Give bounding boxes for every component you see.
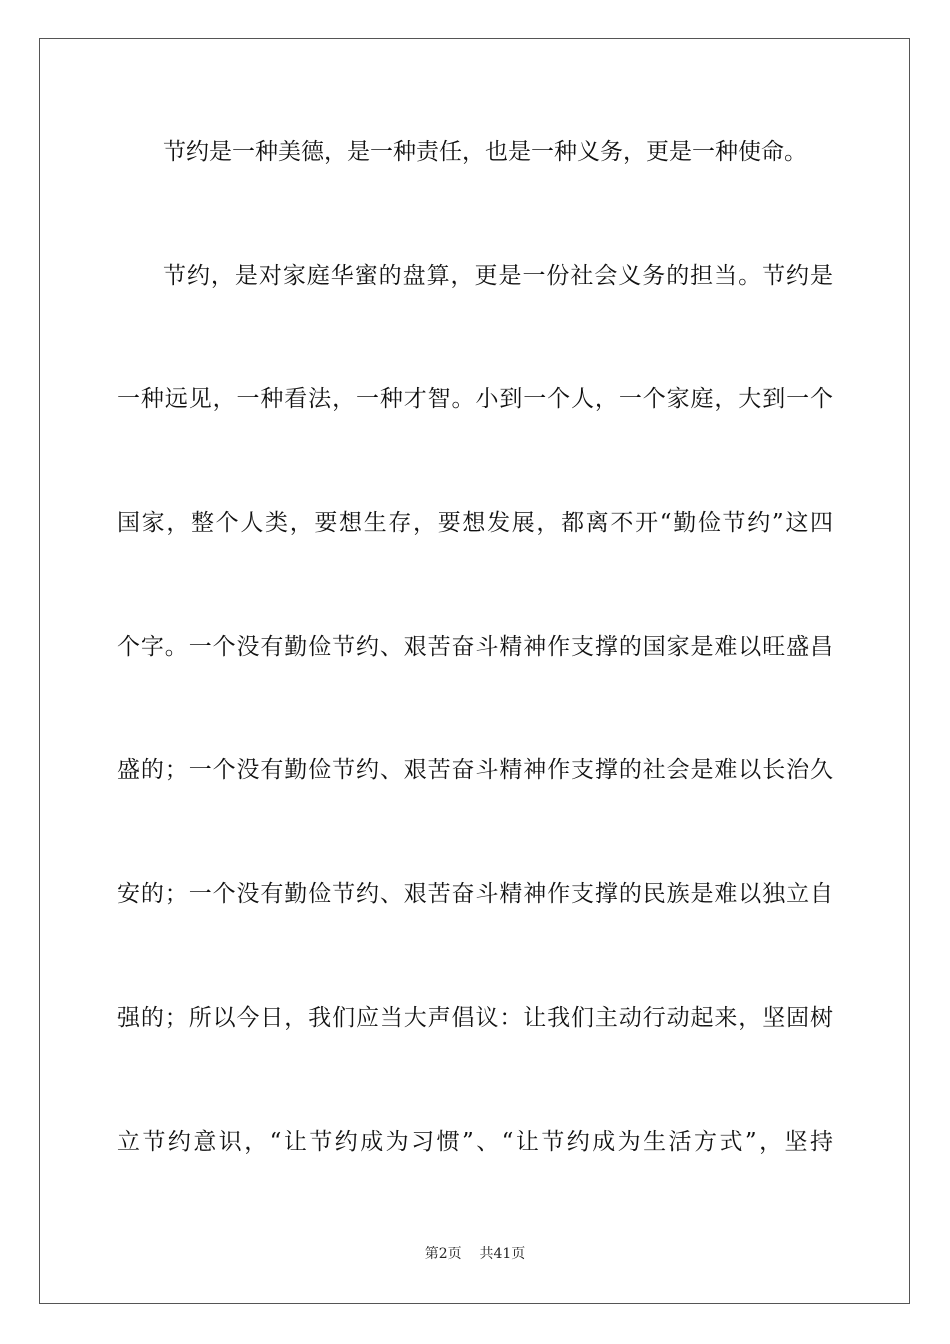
paragraph-1-line-1: 节约是一种美德，是一种责任，也是一种义务，更是一种使命。 <box>163 139 807 165</box>
paragraph-2-line-1: 节约，是对家庭华蜜的盘算，更是一份社会义务的担当。节约是 <box>163 263 833 289</box>
paragraph-2-line-4: 个字。一个没有勤俭节约、艰苦奋斗精神作支撑的国家是难以旺盛昌 <box>117 634 833 660</box>
paragraph-2-line-8: 立节约意识，“让节约成为习惯”、“让节约成为生活方式”，坚持 <box>117 1129 833 1155</box>
paragraph-2-line-3: 国家，整个人类，要想生存，要想发展，都离不开“勤俭节约”这四 <box>117 510 833 536</box>
paragraph-2-line-6: 安的；一个没有勤俭节约、艰苦奋斗精神作支撑的民族是难以独立自 <box>117 881 833 907</box>
paragraph-2-line-7: 强的；所以今日，我们应当大声倡议：让我们主动行动起来，坚固树 <box>117 1005 833 1031</box>
page-border <box>39 38 910 1304</box>
paragraph-2-line-2: 一种远见，一种看法，一种才智。小到一个人，一个家庭，大到一个 <box>117 386 833 412</box>
paragraph-2-line-5: 盛的；一个没有勤俭节约、艰苦奋斗精神作支撑的社会是难以长治久 <box>117 757 833 783</box>
page-number: 第2页 共41页 <box>424 1246 526 1262</box>
